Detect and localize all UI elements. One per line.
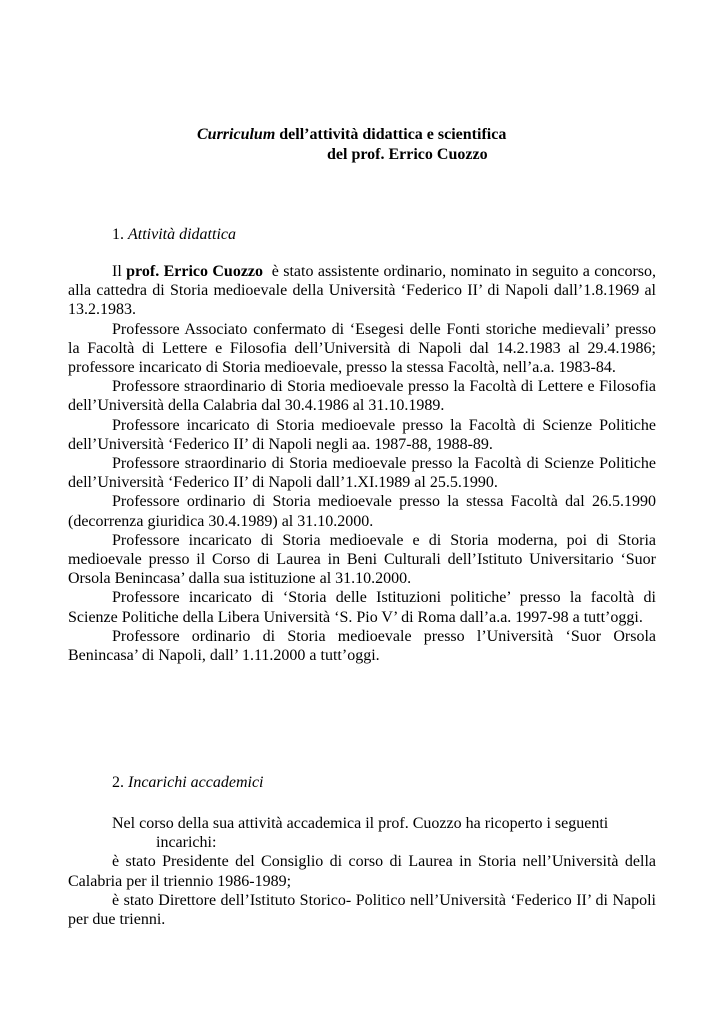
paragraph: Professore incaricato di ‘Storia delle Istituzioni politiche’ presso la facoltà di Scienze Politiche della Libera Università ‘S. Pio V’ di Roma dall’a.a. 1997-98 a tutt’oggi.: [68, 589, 656, 626]
section-number: 2.: [112, 774, 124, 791]
paragraph: Professore incaricato di Storia medioevale e di Storia moderna, poi di Storia medioevale presso il Corso di Laurea in Beni Culturali dell’Istituto Universitario ‘Suor Orsola Benincasa’ dalla sua istituzione al 31.10.2000.: [68, 531, 656, 588]
intro-rest: è stato assistente ordinario, nominato in seguito a concorso, alla cattedra di Storia medioevale della Università ‘Federico II’ di Napoli dall’1.8.1969 al 13.2.1983.: [68, 263, 661, 319]
title-italic-word: Curriculum: [197, 126, 276, 143]
section-heading-2: [112, 773, 264, 793]
paragraph: è stato Presidente del Consiglio di corso di Laurea in Storia nell’Università della Calabria per il triennio 1986-1989;: [68, 853, 656, 890]
intro-prefix: Il: [112, 263, 127, 280]
professor-name: prof. Errico Cuozzo: [126, 263, 264, 280]
section-2-body: [68, 814, 656, 929]
paragraph-continuation: incarichi:: [156, 834, 217, 852]
section-title: Incarichi accademici: [128, 774, 264, 791]
section-heading-1: [112, 225, 236, 245]
paragraph: Nel corso della sua attività accademica il prof. Cuozzo ha ricoperto i seguenti: [112, 815, 609, 832]
document-title-line2: del prof. Errico Cuozzo: [327, 146, 488, 163]
paragraph: Professore Associato confermato di ‘Esegesi delle Fonti storiche medievali’ presso la Facoltà di Lettere e Filosofia dell’Università di Napoli dal 14.2.1983 al 29.4.1986; professore incaricato di Storia medioevale, presso la stessa Facoltà, nell’a.a. 1983-84.: [68, 320, 656, 377]
section-1-body: [68, 262, 661, 665]
section-number: 1.: [112, 226, 124, 243]
paragraph: Professore ordinario di Storia medioevale presso l’Università ‘Suor Orsola Benincasa’ di Napoli, dall’ 1.11.2000 a tutt’oggi.: [68, 627, 656, 665]
paragraph: è stato Direttore dell’Istituto Storico- Politico nell’Università ‘Federico II’ di Napoli per due trienni.: [68, 891, 656, 929]
paragraph: Professore incaricato di Storia medioevale presso la Facoltà di Scienze Politiche dell’Università ‘Federico II’ di Napoli negli aa. 1987-88, 1988-89.: [68, 416, 656, 453]
title-line1-rest: dell’attività didattica e scientifica: [275, 126, 507, 143]
document-title-line1: [197, 125, 697, 145]
paragraph: Professore straordinario di Storia medioevale presso la Facoltà di Scienze Politiche dell’Università ‘Federico II’ di Napoli dall’1.XI.1989 al 25.5.1990.: [68, 455, 656, 492]
paragraph: Professore straordinario di Storia medioevale presso la Facoltà di Lettere e Filosofia dell’Università della Calabria dal 30.4.1986 al 31.10.1989.: [68, 378, 656, 415]
section-title: Attività didattica: [128, 226, 236, 243]
paragraph: Professore ordinario di Storia medioevale presso la stessa Facoltà dal 26.5.1990 (decorrenza giuridica 30.4.1989) al 31.10.2000.: [68, 493, 656, 530]
paragraph: [68, 262, 661, 320]
